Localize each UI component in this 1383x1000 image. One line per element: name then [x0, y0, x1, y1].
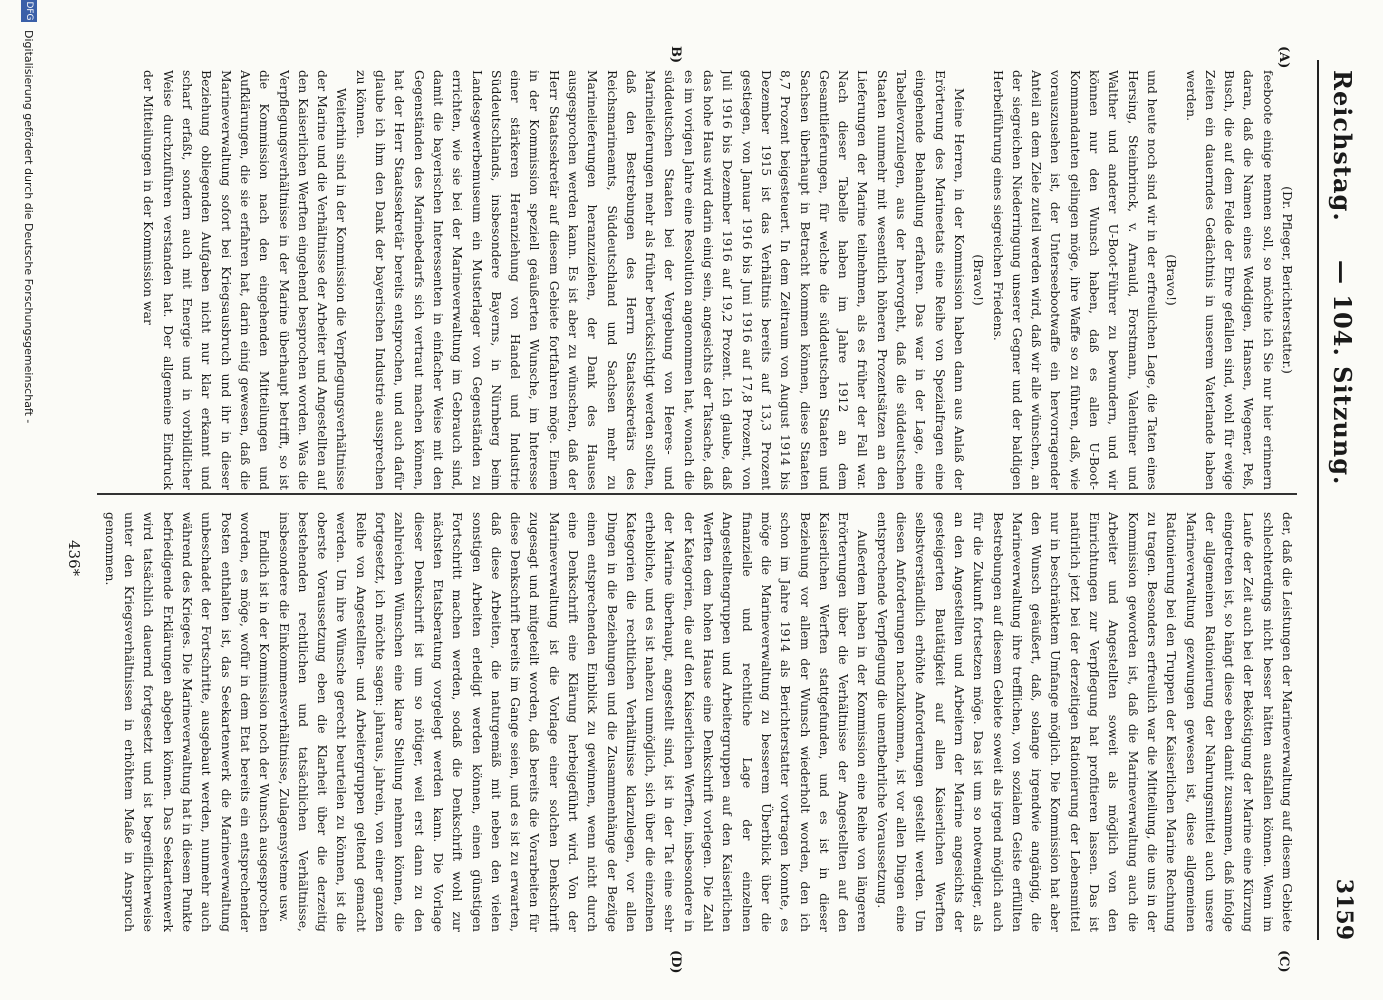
margin-marker-a: (A) — [1276, 46, 1291, 69]
header-rule — [1317, 60, 1319, 940]
paragraph: und heute noch sind wir in der erfreulichen Lage, die Taten eines Hersing, Steinbrinck, v. Arnauld, Forstmann, Valentiner und Walther und anderer U-Boot-Führer zu bewundern, und wir können nur den Wunsch haben, daß es allen U-Boot-Kommandanten gelingen möge, ihre Waffe so zu führen, daß, wie vorauszusehen ist, der Unterseebootwaffe ein hervorragender Anteil an dem Ziele zuteil werden wird, daß wir alle wünschen, an der siegreichen Niederringung unserer Gegner und der baldigen Herbeiführung eines siegreichen Friedens. — [990, 70, 1160, 490]
paragraph: Weiterhin sind in der Kommission die Verpflegungsverhältnisse der Marine und die Verhältnisse der Arbeiter und Angestellten auf den Kaiserlichen Werften eingehend besprochen worden. Was die Verpflegungsverhältnisse in der Marine überhaupt betrifft, so ist die Kommission nach den eingehenden Mitteilungen und Aufklärungen, die sie erfahren hat, darin einig gewesen, daß die Marineverwaltung sofort bei Kriegsausbruch und ihr in dieser Beziehung obliegenden Aufgaben nicht nur klar erkannt und scharf erfaßt, sondern auch mit Energie und in vorbildlicher Weise durchzuführen verstanden hat. Der allgemeine Eindruck der Mitteilungen in der Kommission war — [141, 70, 350, 490]
paragraph: Meine Herren, in der Kommission haben dann aus Anlaß der Erörterung des Marineetats eine Reihe von Spezialfragen eine eingehende Behandlung erfahren. Das war in der Lage, eine Tabellevorzulegen, aus der hervorgeht, daß die süddeutschen Staaten nunmehr mit wesentlich höheren Prozentsätzen an den Lieferungen der Marine teilnehmen, als es früher der Fall war. Nach dieser Tabelle haben im Jahre 1912 an dem Gesamtlieferungen, für welche die süddeutschen Staaten und Sachsen überhaupt in Betracht kommen können, diese Staaten 8,7 Prozent beigesteuert. In dem Zeitraum von August 1914 bis Dezember 1915 ist das Verhältnis bereits auf 13,3 Prozent gestiegen, von Januar 1916 bis Juni 1916 auf 17,8 Prozent, von Juli 1916 bis Dezember 1916 auf 19,2 Prozent. Ich glaube, daß das hohe Haus wird darin einig sein, angesichts der Tatsache, daß es im vorigen Jahre eine Resolution angenommen hat, wonach die süddeutschen Staaten bei der Vergebung von Heeres- und Marinelieferungen mehr als früher berücksichtigt werden sollten, daß den Bestrebungen des Herrn Staatssekretärs des Reichsmarineamts, Süddeutschland und Sachsen mehr zu Marinelieferungen heranzuziehen, der Dank des Hauses ausgesprochen werden kann. Es ist aber zu wünschen, daß der Herr Staatssekretär auf diesem Gebiete fortfahren möge. Einem in der Kommission speziell geäußerten Wunsche, im Interesse einer stärkeren Heranziehung von Handel und Industrie Süddeutschlands, insbesondere Bayerns, in Nürnberg beim Landesgewerbemuseum ein Musterlager von Gegenständen zu errichten, wie sie bei der Marineverwaltung im Gebrauch sind, damit die bayerischen Interessenten in einfacher Weise mit den Gegenständen des Marinebedarfs sich vertraut machen können, hat der Herr Staatssekretär bereits entsprochen, und auch dafür glaube ich ihm den Dank der bayerischen Industrie aussprechen zu können. — [353, 70, 967, 490]
page-header — [1323, 70, 1363, 940]
header-session: — 104. Sitzung. — [1328, 260, 1357, 486]
header-title: Reichstag. — [1328, 70, 1357, 222]
header-page-number: 3159 — [1331, 878, 1357, 940]
paragraph: Endlich ist in der Kommission noch der Wunsch ausgesprochen worden, es möge, wofür in dem Etat bereits ein entsprechender Posten enthalten ist, das Seekartenwerk die Marineverwaltung unbeschadet der Fortschritte, ausgebaut werden, nunmehr auch während des Krieges. Die Marineverwaltung hat in diesem Punkte befriedigende Erklärungen abgeben können. Das Seekartenwerk wird tatsächlich dauernd fortgesetzt und ist begreiflicherweise unter den Kriegsverhältnissen in erhöhtem Maße in Anspruch genommen. — [102, 512, 273, 932]
page-mark: 436* — [65, 540, 83, 577]
paragraph: feeboote einige nennen soll, so möchte ich Sie nur hier erinnern daran, daß die Namen eines Weddigen, Hansen, Wegener, Peß, Busch, die auf dem Felde der Ehre gefallen sind, wohl für ewige Zeiten ein dauerndes Gedächtnis in unserem Vaterlande haben werden. — [1183, 70, 1276, 490]
applause-note: (Bravo!) — [1164, 254, 1180, 306]
digitization-credit: Digitalisierung gefördert durch die Deutsche Forschungsgemeinschaft - — [22, 30, 35, 424]
paragraph: der, daß die Leistungen der Marineverwaltung auf diesem Gebiete schlechterdings nicht besser hätten ausfallen können. Wenn im Laufe der Zeit auch bei der Beköstigung der Marine eine Kürzung eingetreten ist, so hängt diese eben damit zusammen, daß infolge der allgemeinen Rationierung der Nahrungsmittel auch unsere Marineverwaltung gezwungen gewesen ist, diese allgemeinen Rationierung bei den Truppen der Kaiserlichen Marine Rechnung zu tragen. Besonders erfreulich war die Mitteilung, die uns in der Kommission geworden ist, daß die Marineverwaltung auch die Arbeiter und Angestellten soweit als möglich von den Einrichtungen zur Verpflegung hat profitieren lassen. Das ist natürlich jetzt bei der derzeitigen Rationierung der Lebensmittel nur in beschränktem Umfange möglich. Die Kommission hat aber den Wunsch geäußert, daß, solange irgendwie angängig, die Marineverwaltung ihre trefflichen, von sozialem Geiste erfüllten Bestrebungen auf diesem Gebiete soweit als irgend möglich auch für die Zukunft fortsetzen möge. Das ist um so notwendiger, als an den Angestellten und Arbeitern der Marine angesichts der gesteigerten Bautätigkeit auf allen Kaiserlichen Werften selbstverständlich erhöhte Anforderungen gestellt werden. Um diesen Anforderungen nachzukommen, ist vor allen Dingen eine entsprechende Verpflegung die unentbehrliche Voraussetzung. — [874, 512, 1295, 932]
speaker-line: (Dr. Pfleger, Berichterstatter.) — [1280, 186, 1295, 374]
margin-marker-d: (D) — [668, 950, 683, 974]
right-column — [97, 512, 1297, 932]
margin-marker-b: B) — [668, 46, 683, 64]
margin-marker-c: (C) — [1276, 950, 1291, 973]
dfg-logo: DFG — [21, 0, 37, 22]
column-divider — [97, 493, 1297, 495]
left-column — [97, 70, 1297, 490]
applause-note: (Bravo!) — [971, 254, 987, 306]
paragraph: Außerdem haben in der Kommission eine Reihe von längeren Erörterungen über die Verhältnisse der Angestellten auf den Kaiserlichen Werften stattgefunden, und es ist in dieser Beziehung vor allem der Wunsch wiederholt worden, den ich schon im Jahre 1914 als Berichterstatter vortragen konnte, es möge die Marineverwaltung zu besserem Überblick über die finanzielle und rechtliche Lage der einzelnen Angestelltengruppen und Arbeitergruppen auf den Kaiserlichen Werften dem hohen Hause eine Denkschrift vorlegen. Die Zahl der Kategorien, die auf den Kaiserlichen Werften, insbesondere in der Marine überhaupt, angestellt sind, ist in der Tat eine sehr erhebliche, und es ist nahezu unmöglich, sich über die einzelnen Kategorien die rechtlichen Verhältnisse klarzulegen, vor allen Dingen in die Beziehungen und die Zusammenhänge der Bezüge einen entsprechenden Einblick zu gewinnen, wenn nicht durch eine Denkschrift eine Klärung herbeigeführt wird. Von der Marineverwaltung ist die Vorlage einer solchen Denkschrift zugesagt und mitgeteilt worden, daß bereits die Vorarbeiten für diese Denkschrift bereits im Gange seien, und es ist zu erwarten, daß diese Arbeiten, die naturgemäß mit neben den vielen sonstigen Arbeiten erledigt werden können, einen günstigen Fortschritt machen werden, sodaß die Denkschrift wohl zur nächsten Etatsberatung vorgelegt werden kann. Die Vorlage dieser Denkschrift ist um so nötiger, weil erst dann zu den zahlreichen Wünschen eine klare Stellung nehmen können, die fortgesetzt, ich möchte sagen: jahraus, jahrein, von einer ganzen Reihe von Angestellten- und Arbeitergruppen geltend gemacht werden. Um ihre Wünsche gerecht beurteilen zu können, ist die oberste Voraussetzung eben die Klarheit über die derzeitig bestehenden rechtlichen und tatsächlichen Verhältnisse, insbesondere die Einkommensverhältnisse, Zulagensysteme usw. — [276, 512, 871, 932]
